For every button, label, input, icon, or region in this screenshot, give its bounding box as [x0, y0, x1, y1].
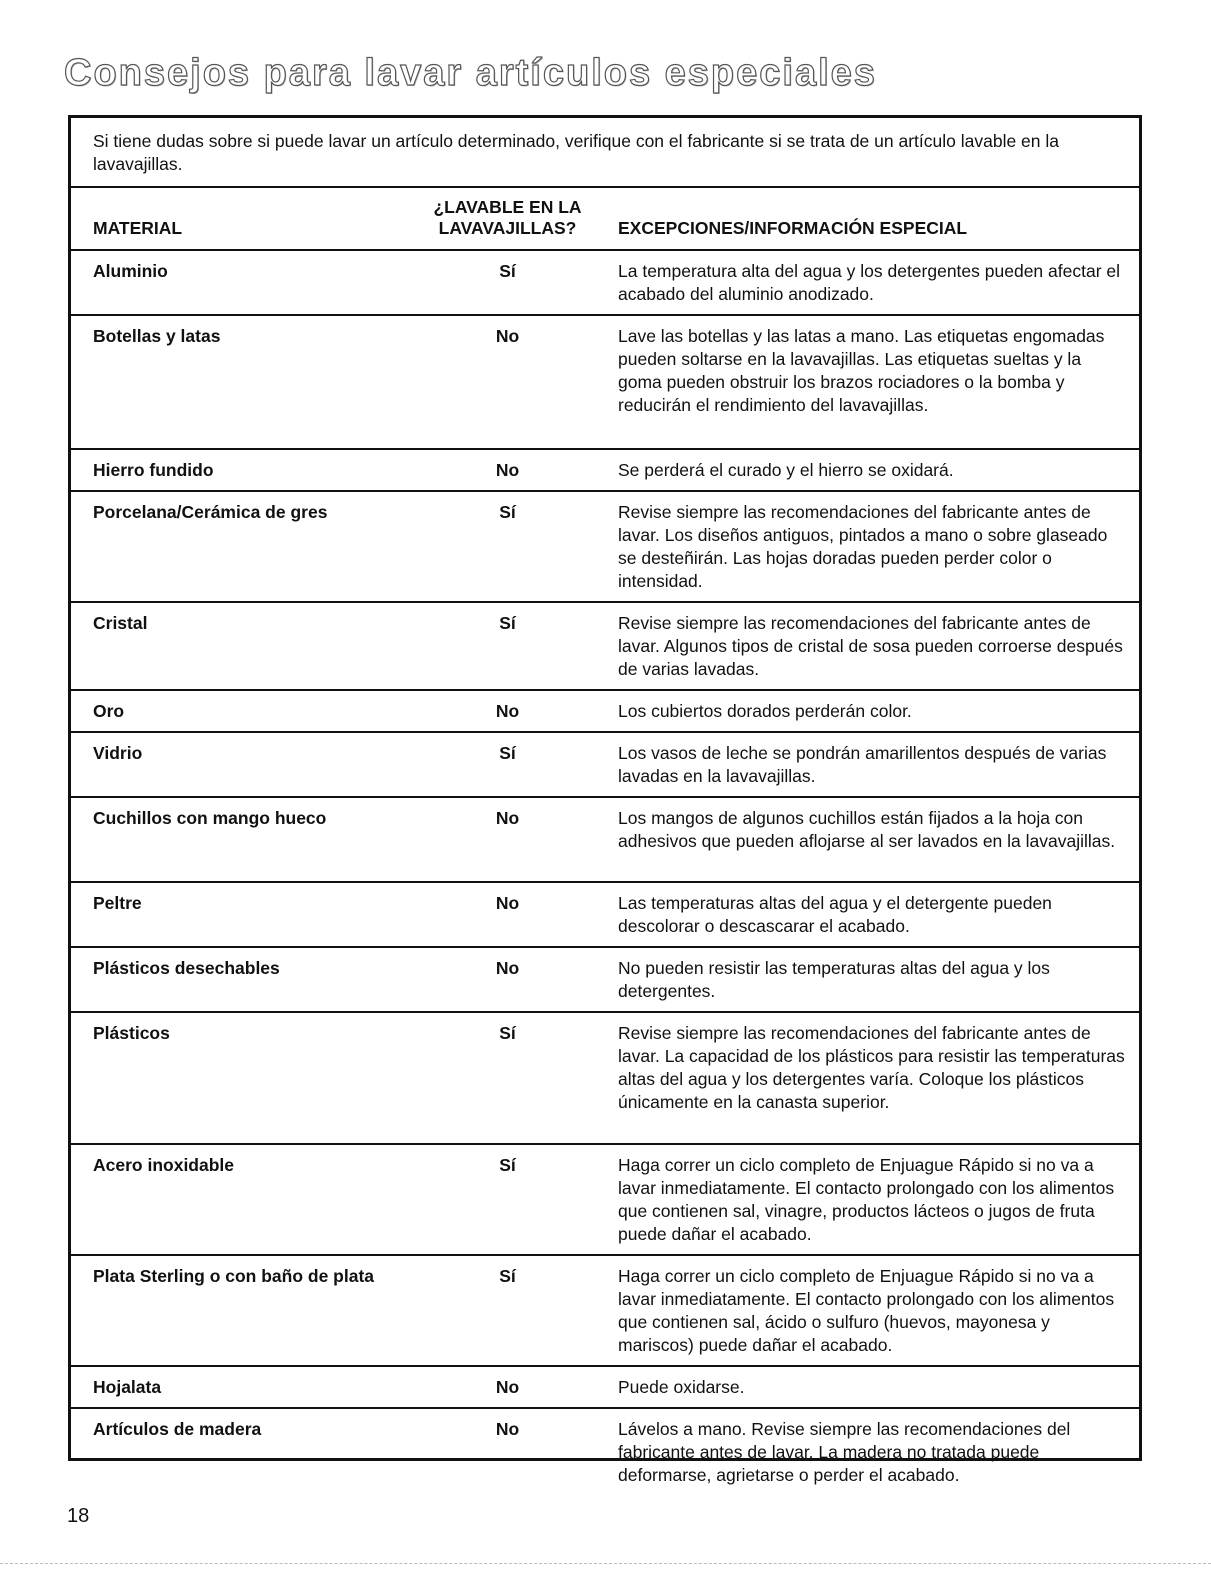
material-cell: Cuchillos con mango hueco [93, 808, 327, 828]
table-row [71, 691, 1139, 733]
header-exceptions: EXCEPCIONES/INFORMACIÓN ESPECIAL [618, 218, 968, 238]
table-row [71, 1409, 1139, 1495]
washable-cell: No [495, 808, 520, 828]
info-cell: Las temperaturas altas del agua y el detergente pueden descolorar o descascarar el acabado. [618, 893, 1052, 936]
table-row [71, 251, 1139, 316]
material-cell: Hojalata [93, 1377, 162, 1397]
material-cell: Plásticos desechables [93, 958, 280, 978]
washable-cell: No [495, 958, 520, 978]
page-title: Consejos para lavar artículos especiales [64, 52, 877, 94]
table-row [71, 492, 1139, 603]
table-row [71, 1256, 1139, 1367]
material-cell: Peltre [93, 893, 142, 913]
material-cell: Oro [93, 701, 125, 721]
washable-cell: Sí [499, 1023, 516, 1043]
washable-cell: Sí [499, 1266, 516, 1286]
info-cell: Lave las botellas y las latas a mano. Las etiquetas engomadas pueden soltarse en la lavavajillas. Las etiquetas sueltas y la goma pueden obstruir los brazos rociadores o la bomba y reducirán el rendimiento del lavavajillas. [618, 326, 1105, 415]
info-cell: Haga correr un ciclo completo de Enjuague Rápido si no va a lavar inmediatamente. El contacto prolongado con los alimentos que contienen sal, ácido o sulfuro (huevos, mayonesa y mariscos) puede dañar el acabado. [618, 1266, 1115, 1355]
info-cell: Revise siempre las recomendaciones del fabricante antes de lavar. La capacidad de los plásticos para resistir las temperaturas altas del agua y los detergentes varía. Coloque los plásticos únicamente en la canasta superior. [618, 1023, 1125, 1112]
washable-cell: No [495, 326, 520, 346]
info-cell: Revise siempre las recomendaciones del fabricante antes de lavar. Los diseños antiguos, pintados a mano o sobre glaseado se desteñirán. Las hojas doradas pueden perder color o intensidad. [618, 502, 1108, 591]
material-cell: Porcelana/Cerámica de gres [93, 502, 328, 522]
intro-text: Si tiene dudas sobre si puede lavar un artículo determinado, verifique con el fabricante si se trata de un artículo lavable en la lavavajillas. [71, 118, 1139, 188]
washable-cell: No [495, 1377, 520, 1397]
washable-cell: Sí [499, 1155, 516, 1175]
header-washable: ¿LAVABLE EN LA LAVAVAJILLAS? [433, 197, 582, 238]
material-cell: Plásticos [93, 1023, 170, 1043]
info-cell: Los cubiertos dorados perderán color. [618, 701, 912, 721]
material-cell: Acero inoxidable [93, 1155, 235, 1175]
table-row [71, 948, 1139, 1013]
material-cell: Cristal [93, 613, 148, 633]
material-cell: Plata Sterling o con baño de plata [93, 1266, 375, 1286]
table-row [71, 1367, 1139, 1409]
material-cell: Vidrio [93, 743, 143, 763]
washable-cell: Sí [499, 261, 516, 281]
washable-cell: No [495, 460, 520, 480]
washable-cell: Sí [499, 613, 516, 633]
table-row [71, 733, 1139, 798]
info-cell: La temperatura alta del agua y los detergentes pueden afectar el acabado del aluminio anodizado. [618, 261, 1121, 304]
table-row [71, 1145, 1139, 1256]
info-cell: Los vasos de leche se pondrán amarillentos después de varias lavadas en la lavavajillas. [618, 743, 1107, 786]
washable-cell: No [495, 1419, 520, 1439]
material-cell: Artículos de madera [93, 1419, 262, 1439]
washable-cell: Sí [499, 743, 516, 763]
info-cell: Haga correr un ciclo completo de Enjuague Rápido si no va a lavar inmediatamente. El contacto prolongado con los alimentos que contienen sal, vinagre, productos lácteos o jugos de fruta puede dañar el acabado. [618, 1155, 1115, 1244]
material-cell: Aluminio [93, 261, 168, 281]
info-cell: Revise siempre las recomendaciones del fabricante antes de lavar. Algunos tipos de cristal de sosa pueden corroerse después de varias lavadas. [618, 613, 1123, 679]
material-cell: Botellas y latas [93, 326, 221, 346]
table-row [71, 798, 1139, 883]
table-row [71, 603, 1139, 691]
table-row [71, 1013, 1139, 1145]
table-row [71, 316, 1139, 450]
page-number: 18 [67, 1505, 90, 1527]
info-cell: Se perderá el curado y el hierro se oxidará. [618, 460, 954, 480]
washable-cell: No [495, 893, 520, 913]
washable-cell: No [495, 701, 520, 721]
special-items-table [68, 115, 1142, 1485]
bottom-divider [0, 1563, 1211, 1564]
table-header-row [71, 188, 1139, 251]
header-material: MATERIAL [93, 218, 183, 238]
washable-cell: Sí [499, 502, 516, 522]
info-cell: No pueden resistir las temperaturas altas del agua y los detergentes. [618, 958, 1050, 1001]
material-cell: Hierro fundido [93, 460, 214, 480]
info-cell: Los mangos de algunos cuchillos están fijados a la hoja con adhesivos que pueden aflojarse al ser lavados en la lavavajillas. [618, 808, 1116, 851]
table-row [71, 883, 1139, 948]
info-cell: Lávelos a mano. Revise siempre las recomendaciones del fabricante antes de lavar. La madera no tratada puede deformarse, agrietarse o perder el acabado. [618, 1419, 1071, 1485]
info-cell: Puede oxidarse. [618, 1377, 745, 1397]
table-row [71, 450, 1139, 492]
